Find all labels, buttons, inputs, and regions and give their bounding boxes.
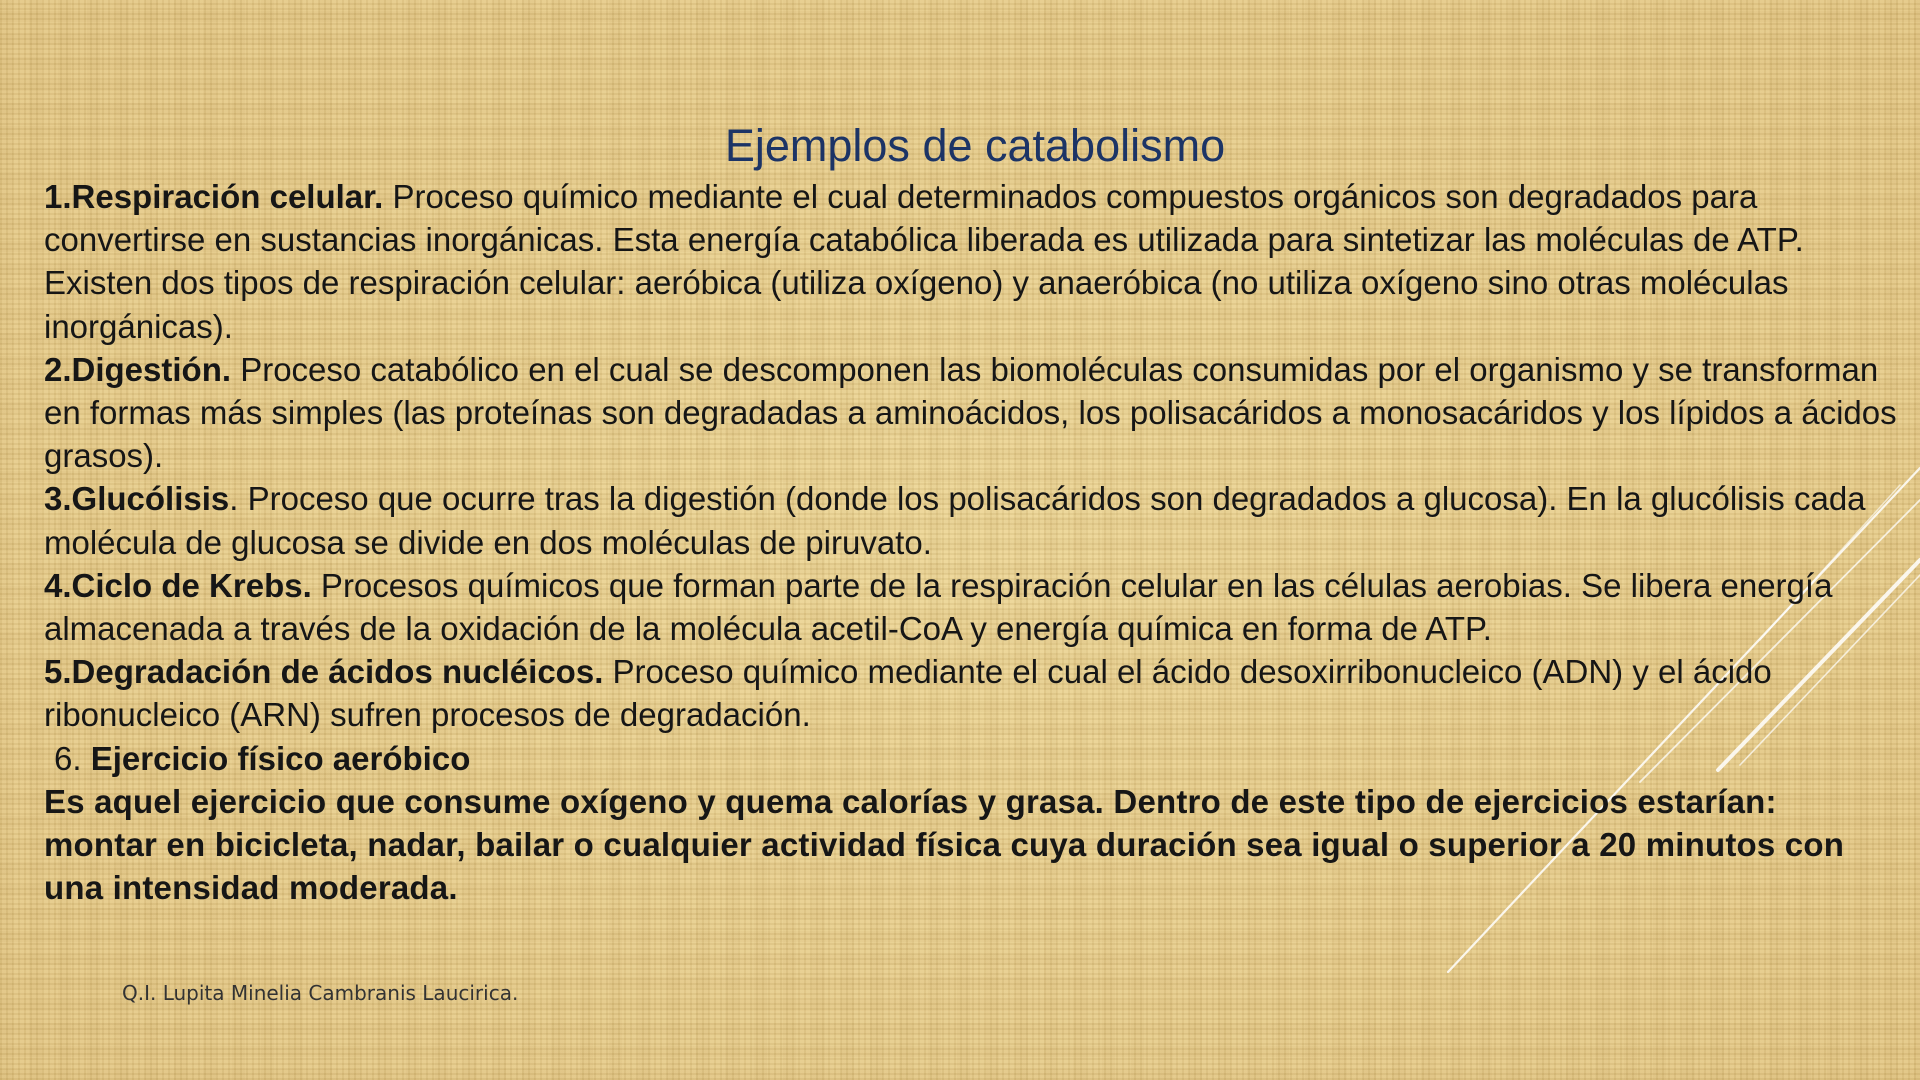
- slide-footer-author: Q.I. Lupita Minelia Cambranis Laucirica.: [122, 981, 519, 1005]
- item-label: 4.Ciclo de Krebs.: [44, 566, 312, 604]
- item-description: Procesos químicos que forman parte de la respiración celular en las células aerobias. Se libera energía almacenada a través de la oxidación de la molécula acetil-CoA y energía química en forma de ATP.: [44, 566, 1833, 648]
- item-label: Ejercicio físico aeróbico: [90, 739, 471, 777]
- slide-body: [44, 175, 1899, 909]
- catabolism-item-4: [44, 564, 1899, 650]
- item-description: Proceso químico mediante el cual determinados compuestos orgánicos son degradados para convertirse en sustancias inorgánicas. Esta energía catabólica liberada es utilizada para sintetizar las moléculas de ATP. Existen dos tipos de respiración celular: aeróbica (utiliza oxígeno) y anaeróbica (no utiliza oxígeno sino otras moléculas inorgánicas).: [44, 178, 1804, 345]
- catabolism-item-2: [44, 348, 1899, 478]
- catabolism-item-6-description: Es aquel ejercicio que consume oxígeno y quema calorías y grasa. Dentro de este tipo de ejercicios estarían: montar en bicicleta, nadar, bailar o cualquier actividad física cuya duración sea igual o superior a 20 minutos con una intensidad moderada.: [44, 782, 1845, 907]
- catabolism-item-6-heading: [44, 737, 1899, 780]
- item-label: 3.Glucólisis: [44, 480, 230, 518]
- item-description: Proceso catabólico en el cual se descomponen las biomoléculas consumidas por el organismo y se transforman en formas más simples (las proteínas son degradadas a aminoácidos, los polisacáridos a monosacáridos y los lípidos a ácidos grasos).: [44, 350, 1897, 475]
- item-label: 1.Respiración celular.: [44, 178, 384, 215]
- catabolism-item-1: [44, 175, 1899, 348]
- item-description: . Proceso que ocurre tras la digestión (donde los polisacáridos son degradados a glucosa). En la glucólisis cada molécula de glucosa se divide en dos moléculas de piruvato.: [44, 480, 1866, 561]
- catabolism-item-5: [44, 650, 1899, 736]
- catabolism-item-3: [44, 477, 1899, 563]
- item-label: 2.Digestión.: [44, 350, 232, 388]
- item-number: 6.: [54, 739, 82, 777]
- slide-title: Ejemplos de catabolismo: [724, 120, 1226, 171]
- item-label: 5.Degradación de ácidos nucléicos.: [44, 653, 604, 691]
- item-description: Proceso químico mediante el cual el ácido desoxirribonucleico (ADN) y el ácido ribonucleico (ARN) sufren procesos de degradación.: [44, 653, 1772, 734]
